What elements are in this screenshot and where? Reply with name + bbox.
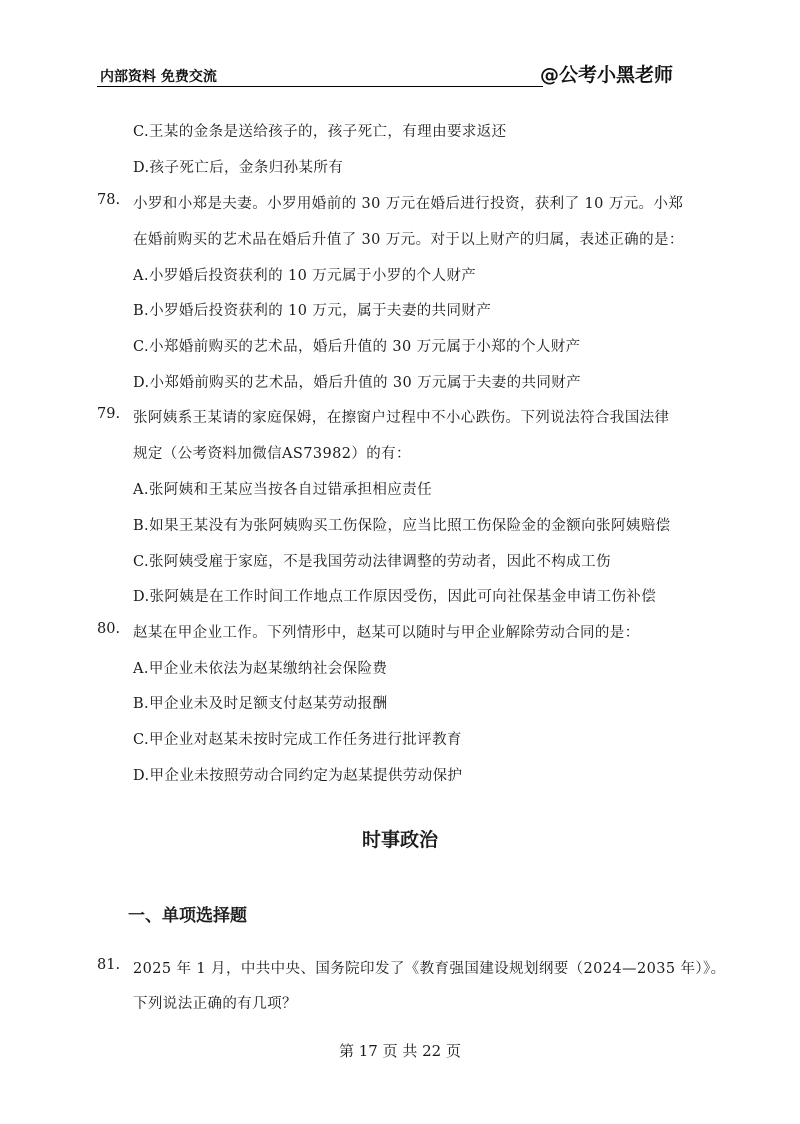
question-number: 79. xyxy=(97,406,121,422)
question-stem-line: 规定（公考资料加微信AS73982）的有： xyxy=(133,446,411,462)
option-line: C.张阿姨受雇于家庭，不是我国劳动法律调整的劳动者，因此不构成工伤 xyxy=(133,554,611,570)
option-line: A.张阿姨和王某应当按各自过错承担相应责任 xyxy=(133,482,432,498)
option-line: B.甲企业未及时足额支付赵某劳动报酬 xyxy=(133,696,388,712)
question-stem-line: 张阿姨系王某请的家庭保姆，在擦窗户过程中不小心跌伤。下列说法符合我国法律 xyxy=(133,410,670,426)
header-rule xyxy=(97,86,543,87)
page-header-right: @公考小黑老师 xyxy=(540,64,674,86)
option-line: D.小郑婚前购买的艺术品，婚后升值的 30 万元属于夫妻的共同财产 xyxy=(133,375,582,391)
question-number: 80. xyxy=(97,621,121,637)
option-line: D.张阿姨是在工作时间工作地点工作原因受伤，因此可向社保基金申请工伤补偿 xyxy=(133,589,657,605)
question-stem-line: 小罗和小郑是夫妻。小罗用婚前的 30 万元在婚后进行投资，获利了 10 万元。小郑 xyxy=(133,196,684,212)
page-footer: 第 17 页 共 22 页 xyxy=(338,1042,461,1060)
option-line: C.王某的金条是送给孩子的，孩子死亡，有理由要求返还 xyxy=(133,124,507,140)
question-stem-line: 赵某在甲企业工作。下列情形中，赵某可以随时与甲企业解除劳动合同的是： xyxy=(133,625,640,641)
option-line: B.如果王某没有为张阿姨购买工伤保险，应当比照工伤保险金的金额向张阿姨赔偿 xyxy=(133,518,671,534)
question-stem-line: 2025 年 1 月，中共中央、国务院印发了《教育强国建设规划纲要（2024—2035 年）》。 xyxy=(133,961,726,977)
question-number: 78. xyxy=(97,192,121,208)
option-line: A.甲企业未依法为赵某缴纳社会保险费 xyxy=(133,661,388,677)
option-line: C.甲企业对赵某未按时完成工作任务进行批评教育 xyxy=(133,732,462,748)
option-line: A.小罗婚后投资获利的 10 万元属于小罗的个人财产 xyxy=(133,268,477,284)
question-stem-line: 下列说法正确的有几项？ xyxy=(133,996,297,1012)
option-line: B.小罗婚后投资获利的 10 万元，属于夫妻的共同财产 xyxy=(133,303,492,319)
question-stem-line: 在婚前购买的艺术品在婚后升值了 30 万元。对于以上财产的归属，表述正确的是： xyxy=(133,232,684,248)
option-line: D.甲企业未按照劳动合同约定为赵某提供劳动保护 xyxy=(133,768,463,784)
sub-title: 一、单项选择题 xyxy=(128,906,247,926)
section-title: 时事政治 xyxy=(361,829,438,851)
page-header-left: 内部资料 免费交流 xyxy=(100,69,217,85)
option-line: D.孩子死亡后，金条归孙某所有 xyxy=(133,160,344,176)
question-number: 81. xyxy=(97,957,121,973)
option-line: C.小郑婚前购买的艺术品，婚后升值的 30 万元属于小郑的个人财产 xyxy=(133,339,581,355)
